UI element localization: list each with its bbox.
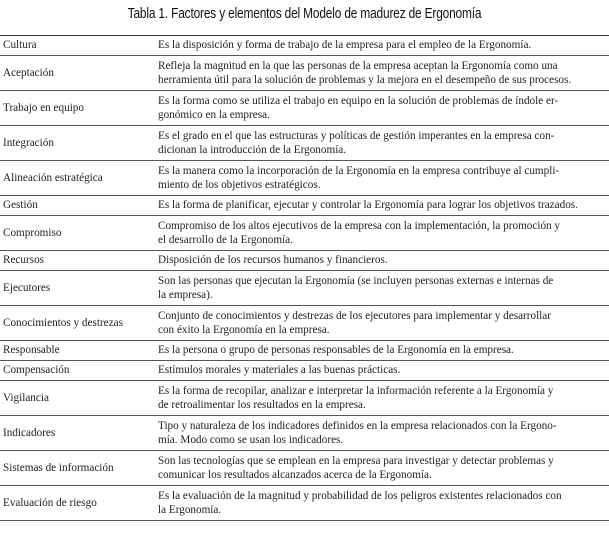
factor-name: Cultura <box>0 36 155 56</box>
table-row <box>0 91 609 126</box>
factor-description <box>155 126 609 161</box>
factor-name: Integración <box>0 126 155 161</box>
factor-description <box>155 271 609 306</box>
description-line: Es la forma como se utiliza el trabajo en equipo en la solución de problemas de índole er- <box>158 94 559 107</box>
description-line: Son las personas que ejecutan la Ergonomía (se incluyen personas externas e internas de <box>158 274 554 287</box>
factor-description <box>155 306 609 341</box>
description-line: Compromiso de los altos ejecutivos de la empresa con la implementación, la promoción y <box>158 219 561 232</box>
factor-name: Responsable <box>0 341 155 361</box>
factor-name: Conocimientos y destrezas <box>0 306 155 341</box>
table-row <box>0 161 609 196</box>
table-title: Tabla 1. Factores y elementos del Modelo de madurez de Ergonomía <box>127 6 482 22</box>
factor-name: Ejecutores <box>0 271 155 306</box>
description-line: Es la persona o grupo de personas responsables de la Ergonomía en la empresa. <box>158 344 514 357</box>
table-row <box>0 251 609 271</box>
factor-name: Sistemas de información <box>0 451 155 486</box>
factor-name: Aceptación <box>0 56 155 91</box>
table-row <box>0 56 609 91</box>
factor-description <box>155 381 609 416</box>
factor-description <box>155 196 609 216</box>
factor-description <box>155 416 609 451</box>
description-line: herramienta útil para la solución de problemas y la mejora en el desempeño de sus procesos. <box>158 74 572 86</box>
table-row <box>0 306 609 341</box>
description-line: Disposición de los recursos humanos y financieros. <box>158 254 388 267</box>
factor-description <box>155 56 609 91</box>
description-line: Refleja la magnitud en la que las personas de la empresa aceptan la Ergonomía como una <box>158 59 558 72</box>
table-row <box>0 36 609 56</box>
factor-description <box>155 91 609 126</box>
factor-name: Compensación <box>0 361 155 381</box>
factor-name: Recursos <box>0 251 155 271</box>
description-line: miento de los objetivos estratégicos. <box>158 179 321 191</box>
table-row <box>0 271 609 306</box>
description-line: comunicar los resultados alcanzados acerca de la Ergonomía. <box>158 469 432 481</box>
description-line: dicionan la introducción de la Ergonomía. <box>158 144 347 156</box>
factor-name: Alineación estratégica <box>0 161 155 196</box>
description-line: la empresa). <box>158 289 213 301</box>
table-row <box>0 486 609 521</box>
description-line: gonómico en la empresa. <box>158 109 270 121</box>
factor-description <box>155 486 609 521</box>
table-row <box>0 341 609 361</box>
table-row <box>0 451 609 486</box>
description-line: Tipo y naturaleza de los indicadores definidos en la empresa relacionados con la Ergono- <box>158 419 557 432</box>
description-line: la Ergonomía. <box>158 504 222 516</box>
factor-name: Trabajo en equipo <box>0 91 155 126</box>
table-row <box>0 126 609 161</box>
description-line: de retroalimentar los resultados en la empresa. <box>158 399 366 411</box>
factor-description <box>155 341 609 361</box>
factors-table <box>0 35 609 521</box>
factor-name: Compromiso <box>0 216 155 251</box>
factor-name: Vigilancia <box>0 381 155 416</box>
description-line: Es la manera como la incorporación de la Ergonomía en la empresa contribuye al cumpli- <box>158 164 560 177</box>
description-line: Estímulos morales y materiales a las buenas prácticas. <box>158 364 401 377</box>
description-line: Es la forma de planificar, ejecutar y controlar la Ergonomía para lograr los objetivos trazados. <box>158 199 578 212</box>
table-row <box>0 196 609 216</box>
table-row <box>0 381 609 416</box>
factor-description <box>155 161 609 196</box>
description-line: Es la disposición y forma de trabajo de la empresa para el empleo de la Ergonomía. <box>158 39 532 52</box>
description-line: mía. Modo como se usan los indicadores. <box>158 434 344 446</box>
description-line: Es el grado en el que las estructuras y políticas de gestión imperantes en la empresa con- <box>158 129 555 142</box>
table-row <box>0 361 609 381</box>
factor-description <box>155 216 609 251</box>
factor-description <box>155 36 609 56</box>
description-line: Conjunto de conocimientos y destrezas de los ejecutores para implementar y desarrollar <box>158 309 551 322</box>
description-line: el desarrollo de la Ergonomía. <box>158 234 293 246</box>
table-row <box>0 416 609 451</box>
factor-description <box>155 251 609 271</box>
description-line: Son las tecnologías que se emplean en la empresa para investigar y detectar problemas y <box>158 454 554 467</box>
factor-name: Evaluación de riesgo <box>0 486 155 521</box>
description-line: Es la evaluación de la magnitud y probabilidad de los peligros existentes relacionados con <box>158 489 562 502</box>
factor-description <box>155 451 609 486</box>
description-line: Es la forma de recopilar, analizar e interpretar la información referente a la Ergonomía y <box>158 384 554 397</box>
factor-description <box>155 361 609 381</box>
table-row <box>0 216 609 251</box>
factor-name: Gestión <box>0 196 155 216</box>
factor-name: Indicadores <box>0 416 155 451</box>
description-line: con éxito la Ergonomía en la empresa. <box>158 324 330 336</box>
